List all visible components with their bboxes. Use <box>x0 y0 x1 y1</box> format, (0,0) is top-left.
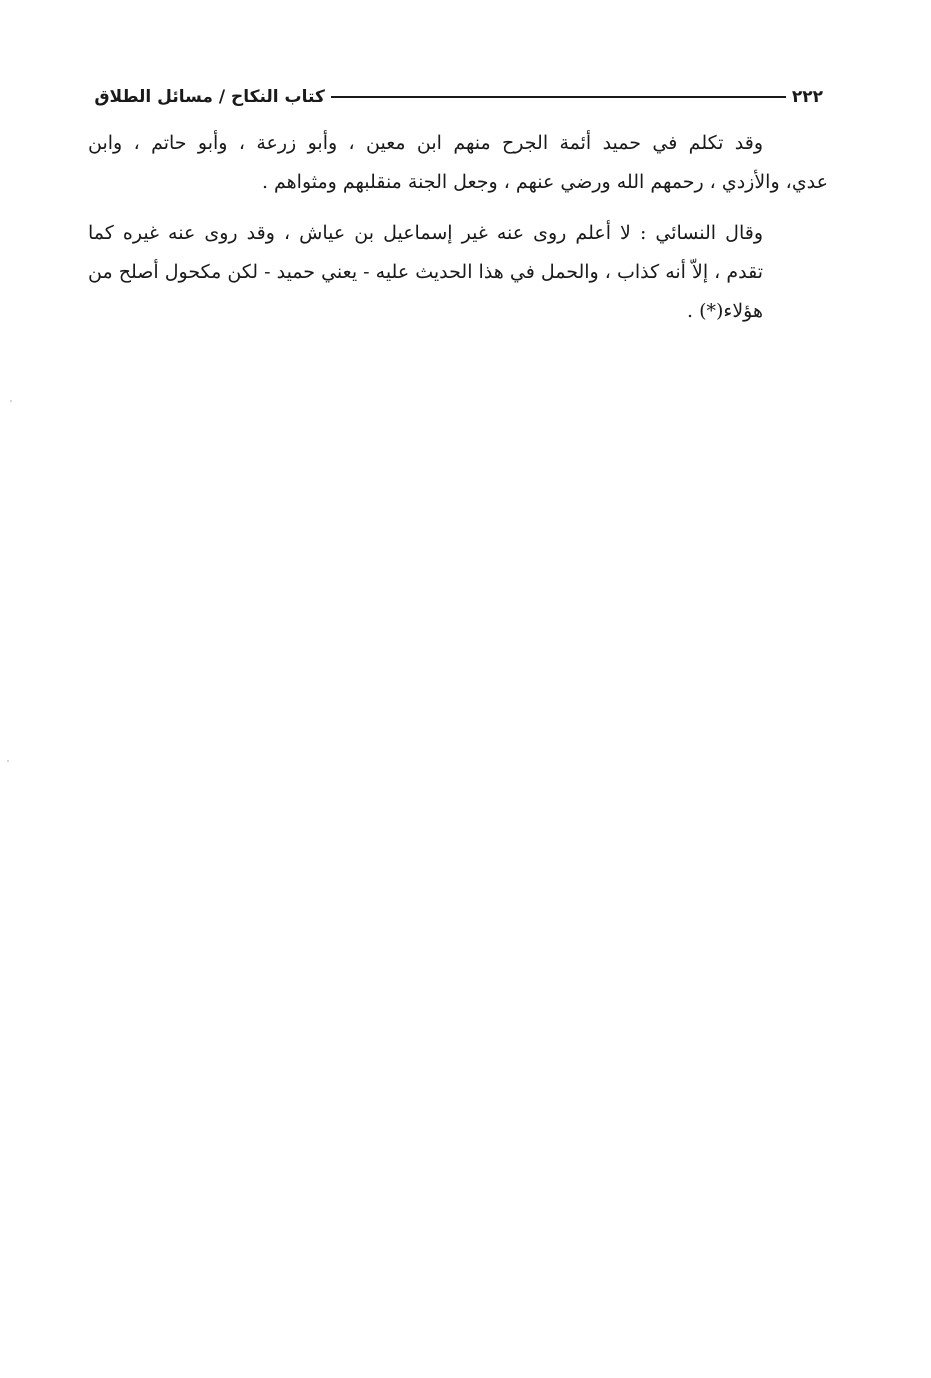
page-number: ٢٢٢ <box>791 87 823 107</box>
paragraph-1-line-2: عدي، والأزدي ، رحمهم الله ورضي عنهم ، وجعل الجنة منقلبهم ومثواهم . <box>261 171 828 193</box>
paragraph-2-line-3: هؤلاء(*) . <box>686 300 763 322</box>
page-header <box>88 84 823 110</box>
paragraph-1 <box>88 124 828 202</box>
header-rule <box>331 96 786 98</box>
scan-speck <box>7 760 9 762</box>
body-text <box>88 124 828 343</box>
scan-speck <box>10 400 12 402</box>
running-title: كتاب النكاح / مسائل الطلاق <box>94 87 325 107</box>
paragraph-1-line-1: وقد تكلم في حميد أئمة الجرح منهم ابن معين ، وأبو زرعة ، وأبو حاتم ، وابن <box>88 132 763 154</box>
paragraph-2 <box>88 214 828 331</box>
paragraph-2-line-2: تقدم ، إلاّ أنه كذاب ، والحمل في هذا الحديث عليه - يعني حميد - لكن مكحول أصلح من <box>88 261 763 283</box>
paragraph-2-line-1: وقال النسائي : لا أعلم روى عنه غير إسماعيل بن عياش ، وقد روى عنه غيره كما <box>88 222 763 244</box>
